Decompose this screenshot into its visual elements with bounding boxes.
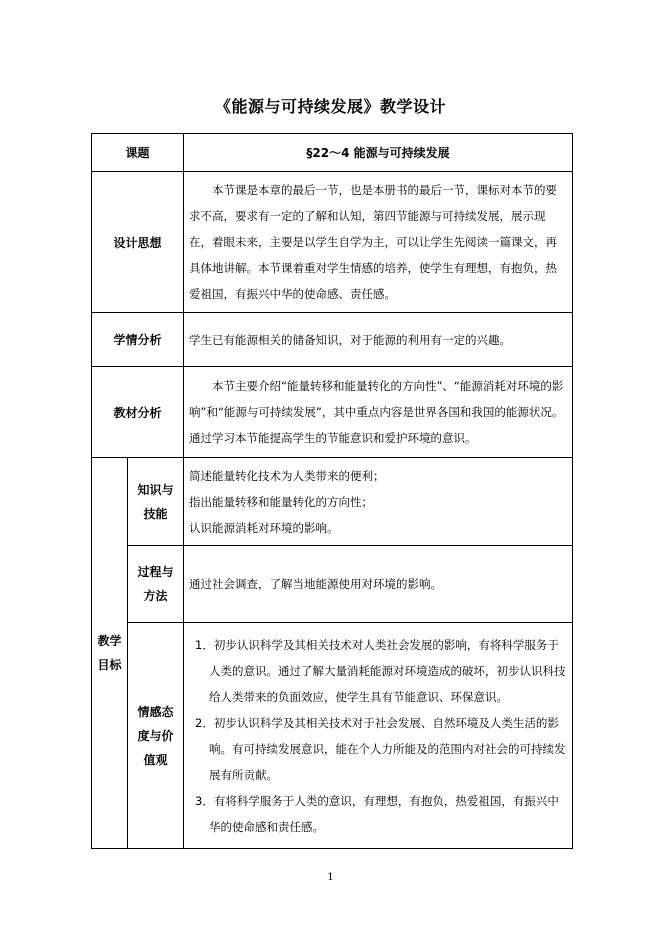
topic-value: §22～4 能源与可持续发展 (184, 134, 573, 172)
material-text: 本节主要介绍“能量转移和能量转化的方向性”、“能源消耗对环境的影响”和“能源与可持续发展”，其中重点内容是世界各国和我国的能源状况。通过学习本节能提高学生的节能意识和爱护环境的意识。 (184, 367, 573, 458)
learner-label: 学情分析 (92, 313, 184, 367)
row-process (92, 546, 573, 623)
emotion-items (184, 623, 573, 849)
process-label-line1: 过程与 (137, 565, 174, 579)
row-learner (92, 313, 573, 367)
emotion-label-line1: 情感态 (137, 704, 174, 719)
lesson-plan-table (91, 133, 573, 849)
document-title: 《能源与可持续发展》教学设计 (214, 97, 446, 116)
knowledge-items (184, 458, 573, 546)
emotion-label-line2: 度与价 (137, 728, 174, 743)
page-number: 1 (327, 872, 334, 883)
design-label: 设计思想 (92, 172, 184, 313)
row-material (92, 367, 573, 458)
knowledge-item: 指出能量转移和能量转化的方向性； (189, 494, 374, 509)
emotion-item: 2．初步认识科学及其相关技术对于社会发展、自然环境及人类生活的影响。有可持续发展意识，能在个人力所能及的范围内对社会的可持续发展有所贡献。 (195, 715, 566, 782)
emotion-item: 3．有将科学服务于人类的意识，有理想，有抱负，热爱祖国，有振兴中华的使命感和责任感。 (195, 793, 559, 834)
knowledge-label (128, 458, 184, 546)
design-text: 本节课是本章的最后一节，也是本册书的最后一节，课标对本节的要求不高，要求有一定的了解和认知，第四节能源与可持续发展，展示现在，着眼未来，主要是以学生自学为主，可以让学生先阅读一篇课文，再具体地讲解。本节课着重对学生情感的培养，使学生有理想，有抱负，热爱祖国，有振兴中华的使命感、责任感。 (184, 172, 573, 313)
learner-text: 学生已有能源相关的储备知识，对于能源的利用有一定的兴趣。 (184, 313, 573, 367)
row-topic (92, 134, 573, 172)
process-text: 通过社会调查，了解当地能源使用对环境的影响。 (184, 546, 573, 623)
emotion-label-line3: 值观 (143, 752, 168, 767)
material-label: 教材分析 (92, 367, 184, 458)
emotion-label (128, 623, 184, 849)
emotion-item: 1．初步认识科学及其相关技术对人类社会发展的影响，有将科学服务于人类的意识。通过了解大量消耗能源对环境造成的破坏，初步认识科技给人类带来的负面效应，使学生具有节能意识、环保意识。 (195, 637, 566, 704)
goals-label (92, 458, 128, 849)
knowledge-item: 认识能源消耗对环境的影响。 (189, 520, 339, 535)
knowledge-label-line2: 技能 (143, 506, 168, 521)
goals-label-line2: 目标 (97, 658, 122, 672)
knowledge-label-line1: 知识与 (137, 482, 174, 497)
topic-label: 课题 (92, 134, 184, 172)
knowledge-item: 简述能量转化技术为人类带来的便利； (189, 468, 385, 483)
row-emotion (92, 623, 573, 849)
row-knowledge (92, 458, 573, 546)
row-design (92, 172, 573, 313)
goals-label-line1: 教学 (97, 634, 122, 648)
process-label (128, 546, 184, 623)
process-label-line2: 方法 (143, 589, 168, 603)
